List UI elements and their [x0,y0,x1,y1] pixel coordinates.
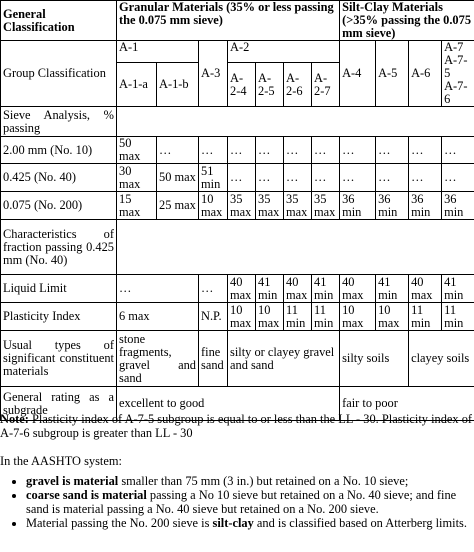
sieve-value-cell: 25 max [157,192,199,220]
sieve-size-label: 2.00 mm (No. 10) [1,137,117,164]
liquid-limit-value: 40 max [228,275,256,303]
sieve-value-cell: … [340,164,376,192]
constituents-a4-a5: silty soils [340,331,409,387]
sieve-value-cell: 30 max [117,164,157,192]
definitions-list [0,474,474,530]
sieve-value-cell: … [312,164,340,192]
plasticity-a1: 6 max [117,303,199,331]
rating-label: General rating as a subgrade [1,387,117,421]
group-classification-label: Group Classification [1,41,117,107]
sieve-value-cell: … [442,164,474,192]
sieve-value-cell: 35 max [228,192,256,220]
sieve-value-cell: 51 min [199,164,228,192]
sieve-value-cell: … [409,164,442,192]
sieve-value-cell: … [256,137,284,164]
liquid-limit-label: Liquid Limit [1,275,117,303]
sieve-rows [1,137,474,220]
constituents-a6-a7: clayey soils [409,331,474,387]
list-item-bold: gravel is material [26,474,119,488]
list-item [26,516,474,530]
group-a1b: A-1-b [157,63,199,107]
sieve-value-cell: … [284,164,312,192]
list-item [26,474,474,488]
plasticity-value: 11 min [312,303,340,331]
general-classification-header: General Classification [1,1,117,41]
list-item-pre: Material passing the No. 200 sieve is [26,516,213,530]
group-a6: A-6 [409,41,442,107]
plasticity-value: 10 max [256,303,284,331]
sieve-value-cell: … [442,137,474,164]
liquid-limit-value: 40 max [284,275,312,303]
liquid-limit-value: 41 min [442,275,474,303]
table-row [1,192,474,220]
sieve-value-cell: … [376,164,409,192]
plasticity-label: Plasticity Index [1,303,117,331]
note-paragraph [0,412,474,440]
liquid-limit-value: 41 min [376,275,409,303]
list-item-text: and is classified based on Atterberg limits. [253,516,467,530]
sieve-value-cell: 36 min [442,192,474,220]
sieve-value-cell: … [256,164,284,192]
liquid-limit-value: 40 max [340,275,376,303]
header-row [1,1,474,41]
group-row-1 [1,41,474,63]
group-a5: A-5 [376,41,409,107]
sieve-value-cell: 35 max [284,192,312,220]
liquid-limit-value: 41 min [256,275,284,303]
silt-clay-header-text: Silt-Clay Materials (>35% passing the 0.075 mm sieve) [342,0,472,40]
liquid-limit-row [1,275,474,303]
sieve-analysis-label: Sieve Analysis, % passing [1,107,117,137]
group-a3: A-3 [199,41,228,107]
table-row [1,164,474,192]
plasticity-a3: N.P. [199,303,228,331]
characteristics-row [1,220,474,275]
intro-paragraph: In the AASHTO system: [0,454,122,468]
sieve-size-label: 0.075 (No. 200) [1,192,117,220]
constituents-row [1,331,474,387]
sieve-value-cell: 35 max [312,192,340,220]
table-row [1,137,474,164]
liquid-limit-value: 41 min [312,275,340,303]
sieve-value-cell: 36 min [376,192,409,220]
note-text: Plasticity index of A-7-5 subgroup is equal to or less than the LL - 30. Plasticity index of A-7-6 subgroup is greater than LL - 30 [0,412,473,440]
list-item-bold: coarse sand is material [26,488,147,502]
group-a1a: A-1-a [117,63,157,107]
sieve-value-cell: 36 min [340,192,376,220]
list-item-bold: silt-clay [212,516,254,530]
constituents-a3: fine sand [199,331,228,387]
sieve-value-cell: 36 min [409,192,442,220]
characteristics-empty [117,220,474,275]
sieve-value-cell: 35 max [256,192,284,220]
group-a4: A-4 [340,41,376,107]
rating-granular: excellent to good [117,387,340,421]
plasticity-value: 11 min [284,303,312,331]
sieve-value-cell: … [199,137,228,164]
characteristics-label: Characteristics of fraction passing 0.425 mm (No. 40) [1,220,117,275]
group-a24: A-2-4 [228,63,256,107]
granular-materials-header: Granular Materials (35% or less passing the 0.075 mm sieve) [117,1,340,41]
sieve-analysis-empty [117,107,474,137]
sieve-size-label: 0.425 (No. 40) [1,164,117,192]
rating-silt-clay: fair to poor [340,387,474,421]
constituents-a2: silty or clayey gravel and sand [228,331,340,387]
sieve-value-cell: … [376,137,409,164]
sieve-value-cell: 50 max [157,164,199,192]
sieve-value-cell: … [228,164,256,192]
sieve-value-cell: … [228,137,256,164]
sieve-value-cell: … [157,137,199,164]
plasticity-value: 11 min [409,303,442,331]
plasticity-value: 10 max [228,303,256,331]
plasticity-value: 10 max [376,303,409,331]
sieve-value-cell: 50 max [117,137,157,164]
group-a2: A-2 [228,41,340,63]
liquid-limit-value: 40 max [409,275,442,303]
constituents-label: Usual types of significant constituent materials [1,331,117,387]
group-a1: A-1 [117,41,199,63]
sieve-value-cell: 15 max [117,192,157,220]
note-label: Note: [0,412,29,426]
notes-section [0,412,474,530]
sieve-value-cell: … [284,137,312,164]
sieve-analysis-row [1,107,474,137]
silt-clay-materials-header [340,1,474,41]
plasticity-value: 10 max [340,303,376,331]
sieve-value-cell: … [340,137,376,164]
sieve-value-cell: … [312,137,340,164]
group-a27: A-2-7 [312,63,340,107]
plasticity-row [1,303,474,331]
group-a26: A-2-6 [284,63,312,107]
liquid-limit-a3: … [199,275,228,303]
group-a7: A-7 A-7-5 A-7-6 [442,41,474,107]
liquid-limit-a1: … [117,275,199,303]
sieve-value-cell: … [409,137,442,164]
list-item-text: passing a No 10 sieve but retained on a No. 40 sieve; and fine sand is material passing a No. 40 sieve but retained on a No. 200 sieve. [26,488,457,516]
group-a25: A-2-5 [256,63,284,107]
sieve-value-cell: 10 max [199,192,228,220]
plasticity-value: 11 min [442,303,474,331]
list-item [26,488,474,516]
constituents-a1: stone fragments, gravel and sand [117,331,199,387]
list-item-text: smaller than 75 mm (3 in.) but retained on a No. 10 sieve; [118,474,409,488]
